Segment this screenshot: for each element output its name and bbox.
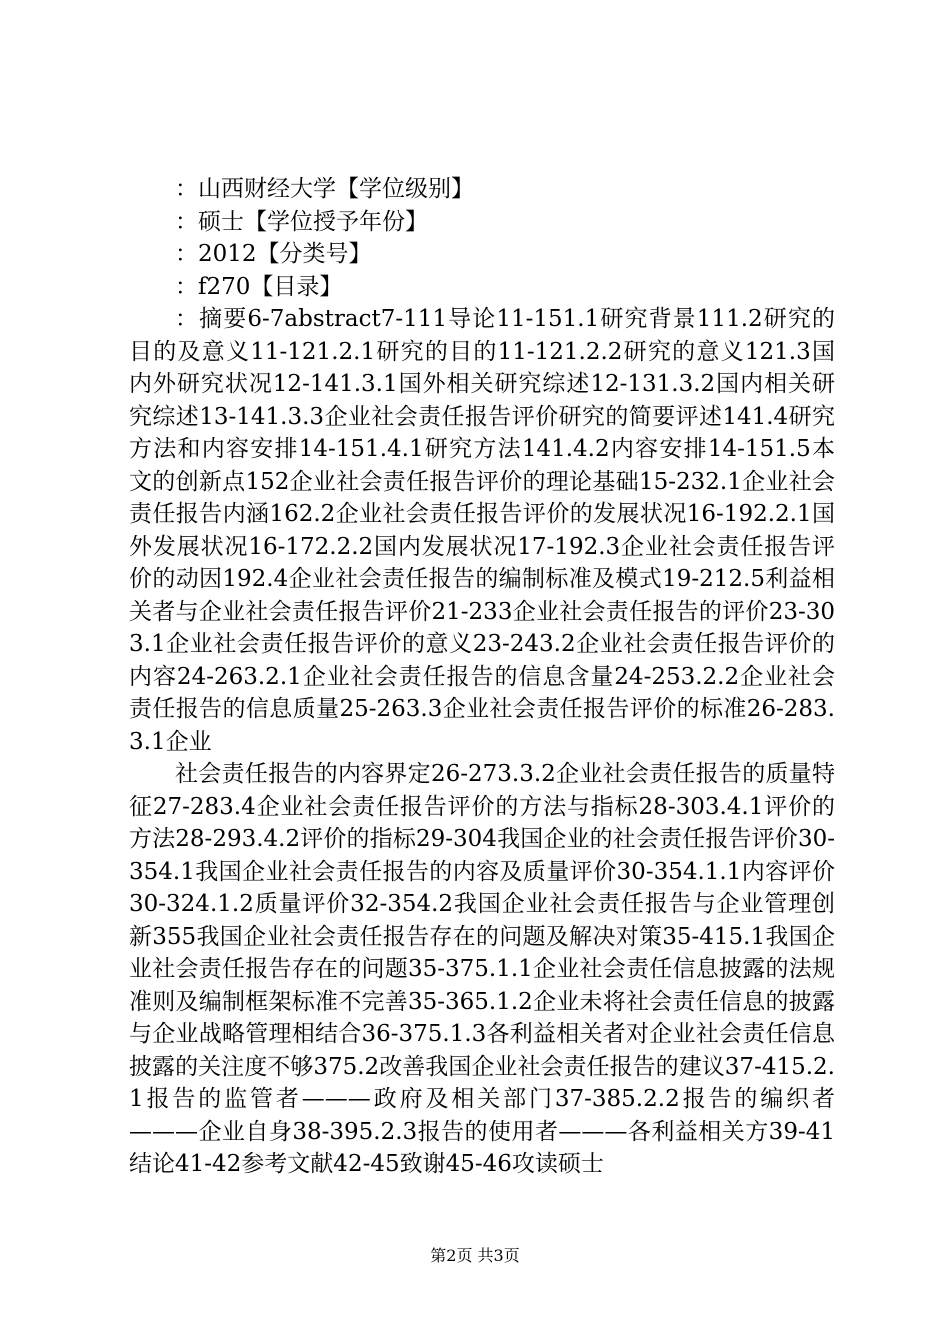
document-body	[129, 173, 835, 1181]
toc-paragraph-2: 社会责任报告的内容界定26-273.3.2企业社会责任报告的质量特征27-283.4企业社会责任报告评价的方法与指标28-303.4.1评价的方法28-293.4.2评价的指标29-304我国企业的社会责任报告评价30-354.1我国企业社会责任报告的内容及质量评价30-354.1.1内容评价30-324.1.2质量评价32-354.2我国企业社会责任报告与企业管理创新355我国企业社会责任报告存在的问题及解决对策35-415.1我国企业社会责任报告存在的问题35-375.1.1企业社会责任信息披露的法规准则及编制框架标准不完善35-365.1.2企业未将社会责任信息的披露与企业战略管理相结合36-375.1.3各利益相关者对企业社会责任信息披露的关注度不够375.2改善我国企业社会责任报告的建议37-415.2.1报告的监管者———政府及相关部门37-385.2.2报告的编织者———企业自身38-395.2.3报告的使用者———各利益相关方39-41结论41-42参考文献42-45致谢45-46攻读硕士	[129, 761, 835, 1177]
meta-line-degree: ：硕士【学位授予年份】	[175, 208, 428, 235]
toc-paragraph-1: ：摘要6-7abstract7-111导论11-151.1研究背景111.2研究的目的及意义11-121.2.1研究的目的11-121.2.2研究的意义121.3国内外研究状况12-141.3.1国外相关研究综述12-131.3.2国内相关研究综述13-141.3.3企业社会责任报告评价研究的简要评述141.4研究方法和内容安排14-151.4.1研究方法141.4.2内容安排14-151.5本文的创新点152企业社会责任报告评价的理论基础15-232.1企业社会责任报告内涵162.2企业社会责任报告评价的发展状况16-192.2.1国外发展状况16-172.2.2国内发展状况17-192.3企业社会责任报告评价的动因192.4企业社会责任报告的编制标准及模式19-212.5利益相关者与企业社会责任报告评价21-233企业社会责任报告的评价23-303.1企业社会责任报告评价的意义23-243.2企业社会责任报告评价的内容24-263.2.1企业社会责任报告的信息含量24-253.2.2企业社会责任报告的信息质量25-263.3企业社会责任报告评价的标准26-283.3.1企业	[129, 306, 835, 755]
page-footer: 第2页 共3页	[430, 1246, 520, 1265]
meta-line-classification: ：f270【目录】	[175, 273, 343, 300]
meta-line-university: ：山西财经大学【学位级别】	[175, 176, 474, 202]
meta-line-year: ：2012【分类号】	[175, 241, 372, 267]
